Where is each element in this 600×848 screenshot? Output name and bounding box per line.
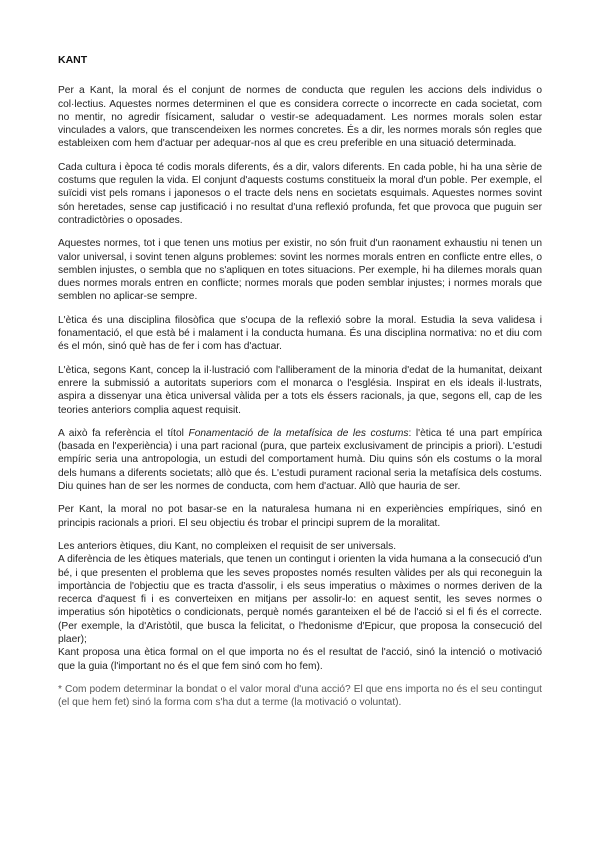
fonamentacio-intro-text: A això fa referència el títol xyxy=(58,427,189,439)
fonamentacio-body-text: : l'ètica té una part empírica (basada en l'experiència) i una part racional (pura, que parteix exclusivament de principis a priori). L'estudi empíric seria una antropologia, un estudi del comportament humà. Diu quins són els costums o la moral dels humans a diferents societats; allò que és. L'estudi purament racional seria la metafísica dels costums. Diu quines han de ser les normes de conducta, com hem d'actuar. Allò que hauria de ser. xyxy=(58,427,542,493)
paragraph-a-priori: Per Kant, la moral no pot basar-se en la naturalesa humana ni en experiències empíriques, sinó en principis racionals a priori. El seu objectiu és trobar el principi suprem de la moralitat. xyxy=(58,504,542,529)
document-page xyxy=(58,54,542,719)
paragraph-kant-enlightenment: L'ètica, segons Kant, concep la il·lustració com l'alliberament de la minoria d'edat de la humanitat, deixant enrere la submissió a autoritats superiors com el monarca o l'església. Inspirat en els ideals il·lustrats, aspira a dissenyar una ètica universal vàlida per a tots els éssers racionals, ja que, segons ell, cap de les teories anteriors complia aquest requisit. xyxy=(58,364,542,416)
paragraph-ethics-definition: L'ètica és una disciplina filosòfica que s'ocupa de la reflexió sobre la moral. Estudia la seva validesa i fonamentació, el que està bé i malament i la conducta humana. És una disciplina normativa: no et diu com és el món, sinó què has de fer i com has d'actuar. xyxy=(58,314,542,353)
paragraph-norm-problems: Aquestes normes, tot i que tenen uns motius per existir, no són fruit d'un raonament exhaustiu ni tenen un valor universal, i sovint tenen alguns problemes: sovint les normes morals entren en conflicte entre elles, o semblen injustes, o sembla que no s'apliquen en totes situacions. Per exemple, hi ha dilemes morals quan dues normes morals entren en conflicte; normes morals que poden semblar injustes; i normes morals que semblen no aplicar-se sempre. xyxy=(58,238,542,303)
paragraph-material-ethics: A diferència de les ètiques materials, que tenen un contingut i orienten la vida humana a la consecució d'un bé, i que presenten el problema que les seves propostes només resulten vàlides per als qui reconeguin la importància de l'objectiu que es tracta d'assolir, i els seus imperatius o màximes o normes deriven de la recerca d'aquest fi i es converteixen en mitjans per assolir-lo: en aquest sentit, les seves normes o imperatius són hipotètics o condicionats, perquè només garanteixen el bé de l'acció si el fi és el correcte. (Per exemple, la d'Aristòtil, que busca la felicitat, o l'hedonisme d'Epicur, que proposa la consecució del plaer); xyxy=(58,554,542,645)
paragraph-formal-ethics: Kant proposa una ètica formal on el que importa no és el resultat de l'acció, sinó la intenció o motivació que la guia (l'important no és el que fem sinó com ho fem). xyxy=(58,647,542,672)
paragraph-moral-definition: Per a Kant, la moral és el conjunt de normes de conducta que regulen les accions dels individus o col·lectius. Aquestes normes determinen el que es considera correcte o incorrecte en cada societat, com no mentir, no agredir físicament, saludar o vestir-se adequadament. Les normes morals solen estar vinculades a valors, que transcendeixen les normes concretes. És a dir, les normes morals són regles que estableixen com hem d'actuar per adequar-nos al que es creu preferible en una situació determinada. xyxy=(58,85,542,150)
document-title: KANT xyxy=(58,54,88,66)
footnote: * Com podem determinar la bondat o el valor moral d'una acció? El que ens importa no és el seu contingut (el que hem fet) sinó la forma com s'ha dut a terme (la motivació o voluntat). xyxy=(58,683,542,709)
book-title: Fonamentació de la metafísica de les costums xyxy=(188,427,409,439)
paragraph-fonamentacio xyxy=(58,427,542,493)
paragraph-moral-codes: Cada cultura i època té codis morals diferents, és a dir, valors diferents. En cada poble, hi ha una sèrie de costums que regulen la vida. El conjunt d'aquests costums constitueix la moral d'un poble. Per exemple, el suïcidi vist pels romans i japonesos o el tracte dels nens en societats esquimals. Aquestes normes sovint són heretades, sense cap justificació i no resultat d'una reflexió profunda, fet que provoca que puguin ser contradictòries o oposades. xyxy=(58,161,542,226)
paragraph-universality: Les anteriors ètiques, diu Kant, no compleixen el requisit de ser universals. xyxy=(58,540,397,552)
